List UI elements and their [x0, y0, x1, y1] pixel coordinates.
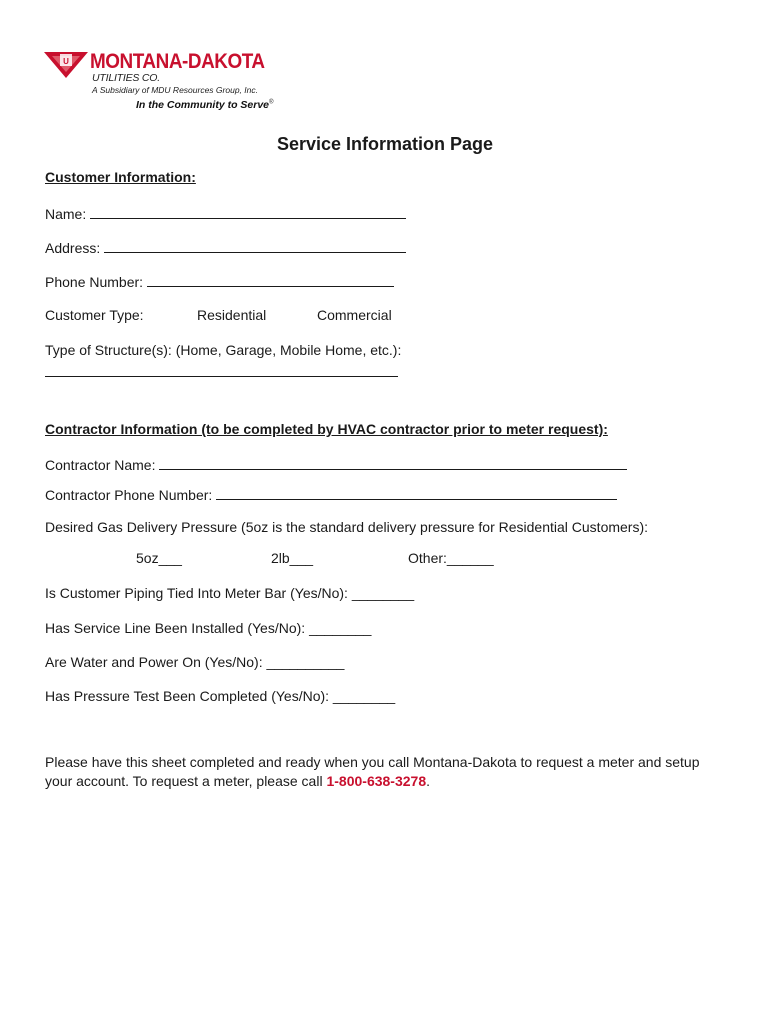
page-title: Service Information Page — [276, 134, 494, 154]
customer-section-heading: Customer Information: — [45, 169, 196, 185]
brand-subsidiary: A Subsidiary of MDU Resources Group, Inc. — [92, 85, 258, 95]
footer-phone-number[interactable]: 1-800-638-3278 — [326, 773, 427, 789]
contractor-name-row — [45, 455, 627, 473]
brand-name: MONTANA-DAKOTA — [90, 50, 265, 73]
customer-name-label: Name: — [45, 206, 87, 222]
brand-subtitle: UTILITIES CO. — [92, 72, 160, 84]
customer-name-row — [45, 204, 406, 222]
question-pressure-test[interactable]: Has Pressure Test Been Completed (Yes/No): ________ — [45, 688, 396, 704]
contractor-phone-field[interactable] — [216, 485, 617, 500]
customer-phone-field[interactable] — [147, 272, 394, 287]
footer-instructions — [45, 753, 725, 791]
contractor-phone-row — [45, 485, 617, 503]
company-logo-icon — [44, 50, 90, 80]
question-piping[interactable]: Is Customer Piping Tied Into Meter Bar (Yes/No): ________ — [45, 585, 415, 601]
question-water-power[interactable]: Are Water and Power On (Yes/No): __________ — [45, 654, 345, 670]
contractor-name-label: Contractor Name: — [45, 457, 156, 473]
contractor-section-heading: Contractor Information (to be completed by HVAC contractor prior to meter request): — [45, 421, 608, 437]
svg-text:U: U — [63, 57, 69, 66]
structure-type-label: Type of Structure(s): (Home, Garage, Mobile Home, etc.): — [45, 342, 402, 358]
customer-address-field[interactable] — [104, 238, 406, 253]
question-service-line[interactable]: Has Service Line Been Installed (Yes/No): ________ — [45, 620, 372, 636]
pressure-option-other[interactable]: Other:______ — [408, 550, 494, 566]
contractor-phone-label: Contractor Phone Number: — [45, 487, 213, 503]
brand-tagline: In the Community to Serve® — [136, 99, 274, 111]
pressure-option-5oz[interactable]: 5oz___ — [136, 550, 182, 566]
customer-phone-row — [45, 272, 394, 290]
customer-type-label: Customer Type: — [45, 307, 144, 323]
footer-text: Please have this sheet completed and ready when you call Montana-Dakota to request a meter and setup your account. To request a meter, please call — [45, 754, 700, 789]
customer-phone-label: Phone Number: — [45, 274, 144, 290]
customer-type-residential[interactable]: Residential — [197, 307, 267, 323]
customer-address-label: Address: — [45, 240, 101, 256]
footer-period: . — [426, 773, 430, 789]
pressure-option-2lb[interactable]: 2lb___ — [271, 550, 314, 566]
customer-address-row — [45, 238, 406, 256]
contractor-name-field[interactable] — [159, 455, 627, 470]
customer-name-field[interactable] — [90, 204, 406, 219]
gas-pressure-label: Desired Gas Delivery Pressure (5oz is the standard delivery pressure for Residential Customers): — [45, 519, 649, 535]
customer-type-commercial[interactable]: Commercial — [317, 307, 392, 323]
structure-type-field[interactable] — [45, 376, 398, 377]
